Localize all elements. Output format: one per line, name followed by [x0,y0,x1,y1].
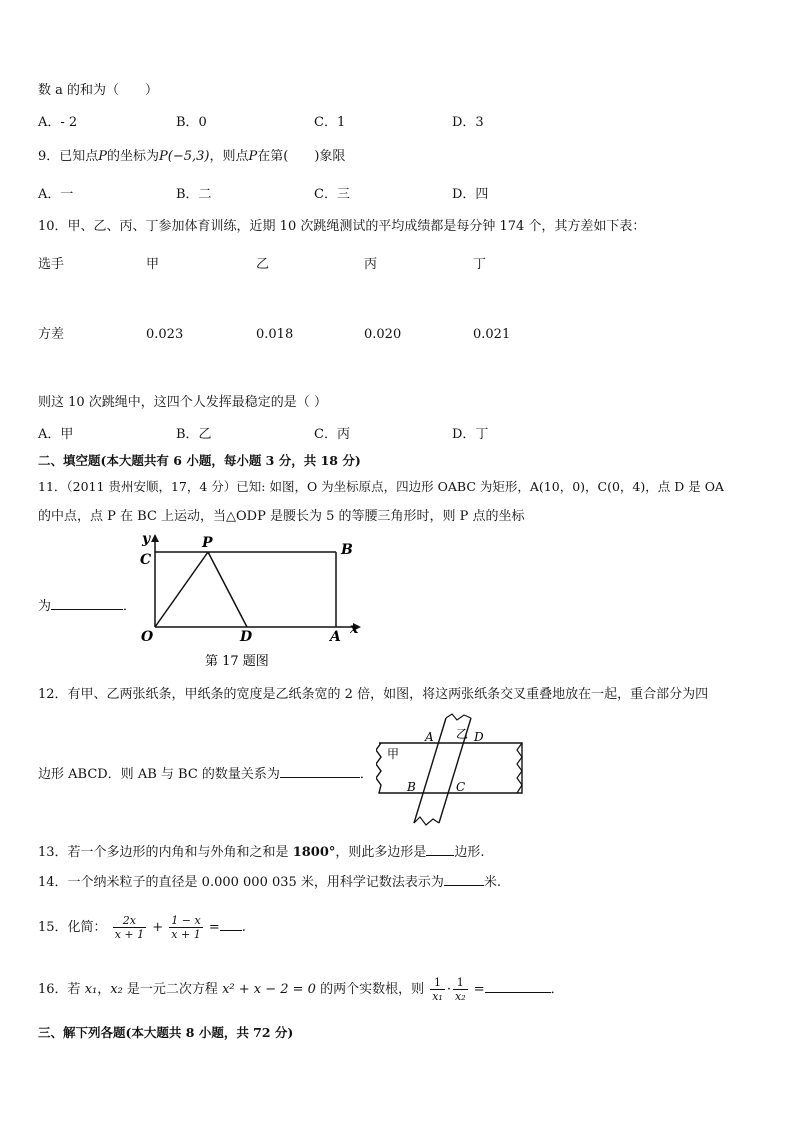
q13-line [38,842,485,862]
table-header-player: 选手 [38,257,65,272]
figure-caption: 第 17 题图 [205,654,269,669]
q16-fraction-1 [430,976,445,1003]
point-label-d: D [474,730,484,744]
table-cell-bing: 0.020 [364,327,402,342]
q9-option-c: C．三 [314,187,350,202]
q12-line2-suffix: ． [359,767,373,782]
q8-option-c: C．1 [314,115,346,130]
q9-coord: P(−5,3) [159,149,210,164]
q12-figure [376,712,528,828]
q15-plus: + [152,920,164,935]
table-cell-jia: 0.023 [146,327,184,342]
q9-option-a: A．一 [38,187,74,202]
figure-label-d: D [240,629,253,645]
q15-fraction-2 [169,914,202,941]
q11-answer-prefix: 为 [38,599,52,614]
q16-line [38,970,564,1010]
q15-f1-denominator: x + 1 [114,928,145,941]
q8-option-d: D．3 [452,115,484,130]
q15-answer-blank[interactable] [220,917,242,931]
point-label-c: C [456,780,466,794]
q15-f1-numerator: 2x [113,914,146,928]
point-label-b: B [407,780,416,794]
figure-label-b: B [341,542,353,558]
table-header-jia: 甲 [146,257,160,272]
figure-label-p: P [202,535,213,551]
q9-text-a: 9．已知点 [38,149,99,164]
q13-suffix: ，则此多边形是 [335,845,427,860]
q16-f2-denominator: x₂ [454,990,466,1003]
q15-f2-numerator: 1 − x [171,914,201,927]
q13-answer-blank[interactable] [426,842,454,856]
q8-stem: 数 a 的和为（ ） [38,83,159,98]
strip-label-yi: 乙 [456,727,469,741]
q14-prefix: 14．一个纳米粒子的直径是 0.000 000 035 米，用科学记数法表示为 [38,875,444,890]
q14-end: 米. [483,875,502,890]
q14-line [38,872,501,892]
q11-answer-line [38,596,136,616]
q9-var-p2: P [248,149,258,164]
q16-mid: 是一元二次方程 [122,982,223,997]
q12-answer-blank[interactable] [280,764,360,778]
table-header-bing: 丙 [364,257,378,272]
q9-text-d: 在第( )象限 [257,149,346,164]
q12-line2-prefix: 边形 ABCD．则 AB 与 BC 的数量关系为 [38,767,280,782]
q13-prefix: 13．若一个多边形的内角和与外角和之和是 [38,845,293,860]
q9-var-p: P [98,149,108,164]
q15-fraction-1 [113,914,146,941]
table-header-yi: 乙 [256,257,270,272]
q16-x2: x₂ [110,982,123,997]
q15-prefix: 15．化简： [38,920,107,935]
q16-sep: ， [97,982,111,997]
q15-f2-denominator: x + 1 [171,928,201,941]
q15-end: . [241,920,246,935]
figure-label-o: O [141,629,154,645]
q9-stem [38,148,345,166]
q10-option-b: B．乙 [176,427,212,442]
table-row-label-variance: 方差 [38,327,65,342]
q11-answer-blank[interactable] [51,596,123,610]
q16-equation: x² + x − 2 = 0 [222,982,316,997]
strip-label-jia: 甲 [387,747,400,761]
q16-answer-blank[interactable] [485,979,551,993]
q10-option-a: A．甲 [38,427,74,442]
q13-value: 1800° [292,845,336,860]
section-3-heading: 三、解下列各题(本大题共 8 小题，共 72 分) [38,1025,294,1040]
q11-answer-suffix: ． [123,599,137,614]
table-cell-ding: 0.021 [473,327,511,342]
q9-option-d: D．四 [452,187,489,202]
q11-figure [130,530,370,672]
q15-equals: = [208,920,220,935]
q16-equals: = [473,982,485,997]
q16-end: ． [550,982,564,997]
figure-label-y: y [142,531,151,547]
q16-f1-numerator: 1 [430,976,445,990]
q9-option-b: B．二 [176,187,212,202]
q13-end: 边形. [454,845,485,860]
q16-dot: · [446,982,451,997]
q9-text-c: ，则点 [209,149,249,164]
q8-option-a: A．- 2 [38,115,78,130]
q16-f1-denominator: x₁ [432,990,443,1003]
q16-f2-numerator: 1 [453,976,468,990]
section-2-heading: 二、填空题(本大题共有 6 小题，每小题 3 分，共 18 分) [38,453,361,468]
q15-line [38,908,246,948]
figure-label-a: A [330,629,341,645]
q10-question: 则这 10 次跳绳中，这四个人发挥最稳定的是（ ） [38,395,327,410]
q14-answer-blank[interactable] [444,872,484,886]
figure-label-c: C [140,552,152,568]
q10-stem: 10．甲、乙、丙、丁参加体育训练，近期 10 次跳绳测试的平均成绩都是每分钟 174 个，其方差如下表： [38,219,646,234]
table-cell-yi: 0.018 [256,327,294,342]
q12-line1: 12．有甲、乙两张纸条，甲纸条的宽度是乙纸条宽的 2 倍，如图，将这两张纸条交叉重叠地放在一起，重合部分为四 [38,687,709,702]
q10-option-c: C．丙 [314,427,350,442]
q11-line2: 的中点，点 P 在 BC 上运动，当△ODP 是腰长为 5 的等腰三角形时，则 P 点的坐标 [38,509,525,524]
point-label-a: A [425,730,434,744]
q16-prefix: 16．若 [38,982,85,997]
q8-option-b: B．0 [176,115,207,130]
figure-label-x: x [350,621,359,637]
table-header-ding: 丁 [473,257,487,272]
q16-x1: x₁ [84,982,98,997]
q16-fraction-2 [453,976,468,1003]
q16-mid2: 的两个实数根，则 [315,982,429,997]
q9-text-b: 的坐标为 [107,149,160,164]
q11-line1: 11．（2011 贵州安顺，17，4 分）已知: 如图，O 为坐标原点，四边形 OABC 为矩形，A(10，0)，C(0，4)，点 D 是 OA [38,479,724,494]
q12-line2 [38,764,373,784]
q10-option-d: D．丁 [452,427,489,442]
